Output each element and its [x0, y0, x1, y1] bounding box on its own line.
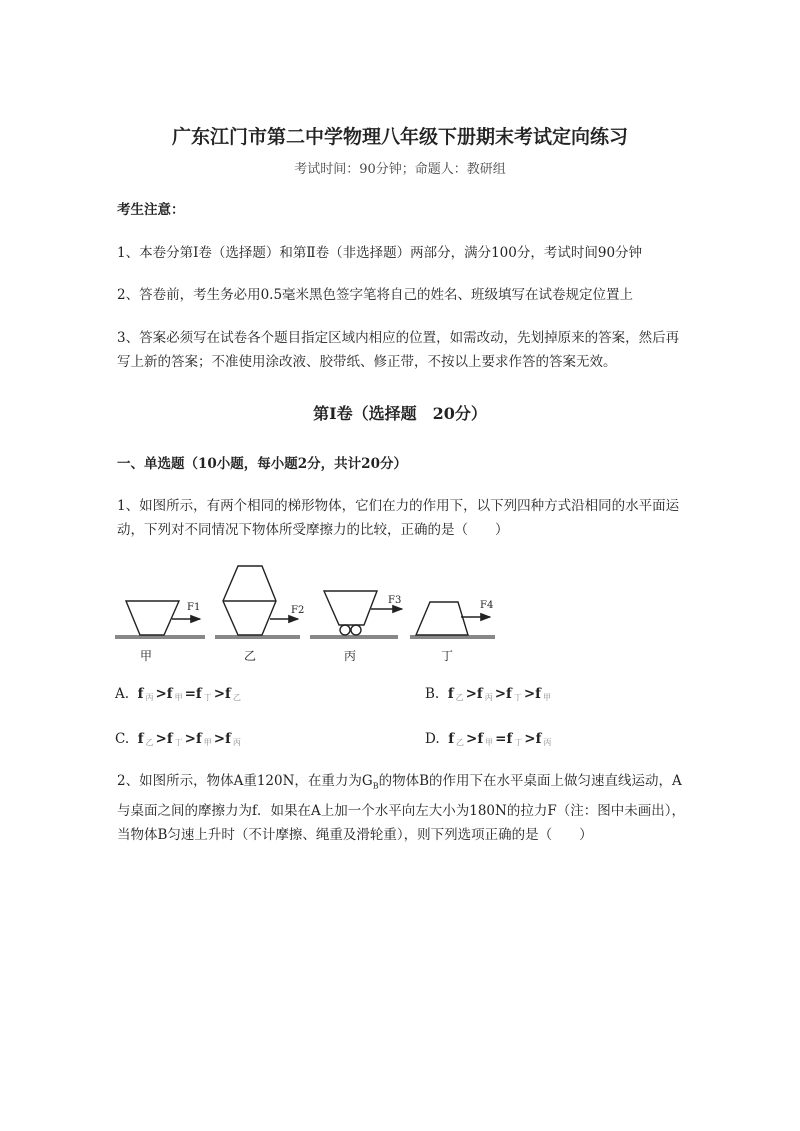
sub: 甲 [174, 693, 183, 702]
trapezoid-ding [416, 602, 468, 635]
figure-label-ding: 丁 [441, 649, 454, 663]
exam-info: 考试时间：90分钟；命题人：教研组 [294, 162, 506, 177]
sub: 乙 [232, 693, 241, 702]
figure-label-jia: 甲 [140, 649, 153, 663]
trapezoid-bing [324, 591, 377, 625]
sub: 乙 [456, 738, 465, 747]
option-c[interactable] [115, 731, 243, 748]
expr: >f [465, 686, 483, 702]
option-d[interactable] [425, 731, 553, 748]
option-letter: A. [115, 686, 130, 702]
expr: =f [184, 686, 202, 702]
q2-text-b: 的物体B的作用下在水平桌面上做匀速直线运动，A与桌面之间的摩擦力为f．如果在A上加一个水平向左大小为180N的拉力F（注：图中未画出），当物体B匀速上升时（不计摩擦、绳重及滑轮重），则下列选项正确的是（ ） [117, 773, 685, 843]
expr: >f [155, 686, 173, 702]
expr: >f [184, 731, 202, 747]
notice-item-3: 3、答案必须写在试卷各个题目指定区域内相应的位置，如需改动，先划掉原来的答案，然后再写上新的答案；不准使用涂改液、胶带纸、修正带，不按以上要求作答的答案无效。 [117, 330, 680, 370]
expr: >f [155, 731, 173, 747]
sub: 丁 [514, 738, 523, 747]
force-label-f2: F2 [291, 605, 305, 616]
sub: 丁 [513, 693, 522, 702]
option-letter: D. [425, 731, 440, 747]
section-title: 第I卷（选择题 20分） [313, 404, 487, 423]
force-label-f4: F4 [480, 600, 494, 611]
wheel [351, 625, 361, 635]
figure-label-bing: 丙 [344, 649, 357, 663]
option-letter: B. [425, 686, 440, 702]
expr: f [137, 686, 144, 702]
expr: f [448, 731, 455, 747]
sub: 丁 [203, 693, 212, 702]
sub: 乙 [145, 738, 154, 747]
figure-label-yi: 乙 [244, 649, 257, 663]
notice-item-2: 2、答卷前，考生务必用0.5毫米黑色签字笔将自己的姓名、班级填写在试卷规定位置上 [117, 287, 634, 303]
expr: f [137, 731, 144, 747]
expr: >f [213, 686, 231, 702]
q2-text-a: 2、如图所示，物体A重120N，在重力为G [117, 773, 373, 789]
sub: 丙 [484, 693, 493, 702]
force-label-f1: F1 [187, 602, 201, 613]
part-heading: 一、单选题（10小题，每小题2分，共计20分） [117, 456, 407, 472]
wheel [340, 625, 350, 635]
sub: 丁 [174, 738, 183, 747]
notice-item-1: 1、本卷分第I卷（选择题）和第Ⅱ卷（非选择题）两部分，满分100分，考试时间90分钟 [117, 245, 643, 261]
option-a[interactable] [115, 686, 243, 703]
trapezoid-jia [126, 601, 179, 635]
sub: 丙 [145, 693, 154, 702]
question-1-text: 1、如图所示，有两个相同的梯形物体，它们在力的作用下，以下列四种方式沿相同的水平面运动，下列对不同情况下物体所受摩擦力的比较，正确的是（ ） [117, 498, 680, 538]
expr: >f [213, 731, 231, 747]
expr: >f [494, 686, 512, 702]
option-b[interactable] [425, 686, 553, 703]
sub: 丙 [543, 738, 552, 747]
option-letter: C. [115, 731, 130, 747]
expr: >f [466, 731, 484, 747]
sub: 乙 [455, 693, 464, 702]
expr: f [447, 686, 454, 702]
q2-subscript: B [372, 781, 379, 791]
sub: 甲 [485, 738, 494, 747]
expr: >f [523, 686, 541, 702]
question-2-text [117, 769, 687, 847]
page-title: 广东江门市第二中学物理八年级下册期末考试定向练习 [171, 126, 628, 148]
sub: 丙 [232, 738, 241, 747]
expr: =f [495, 731, 513, 747]
force-label-f3: F3 [388, 595, 402, 606]
sub: 甲 [543, 693, 551, 702]
notice-heading: 考生注意： [117, 202, 185, 218]
sub: 甲 [203, 738, 212, 747]
expr: >f [524, 731, 542, 747]
